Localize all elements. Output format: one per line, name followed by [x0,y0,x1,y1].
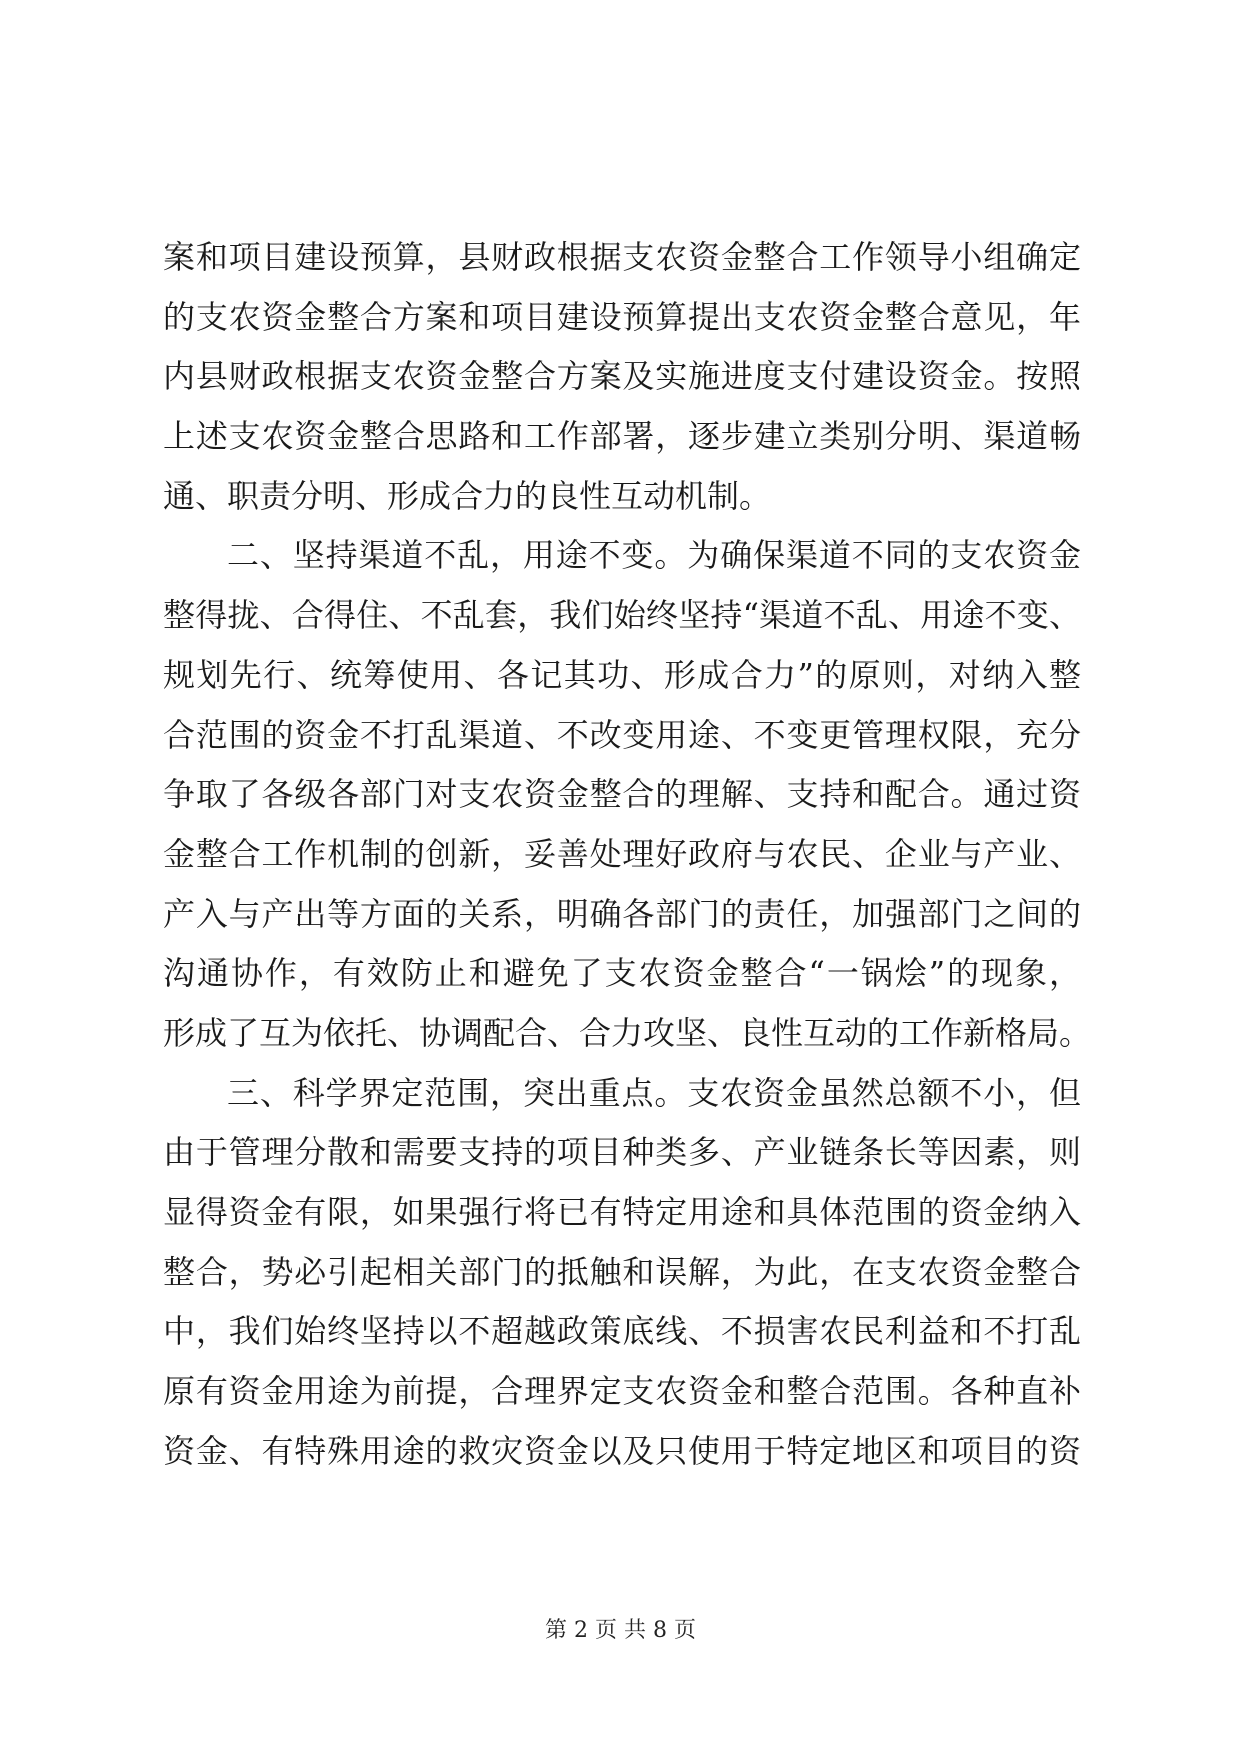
text-line: 通、职责分明、形成合力的良性互动机制。 [163,476,772,515]
body-text [163,228,1092,1481]
text-line: 产入与产出等方面的关系，明确各部门的责任，加强部门之间的 [163,894,1081,933]
text-line: 资金、有特殊用途的救灾资金以及只使用于特定地区和项目的资 [163,1431,1081,1470]
text-line: 原有资金用途为前提，合理界定支农资金和整合范围。各种直补 [163,1372,1081,1411]
text-line: 上述支农资金整合思路和工作部署，逐步建立类别分明、渠道畅 [163,417,1081,456]
page-footer: 第 2 页 共 8 页 [545,1618,696,1643]
text-line: 显得资金有限，如果强行将已有特定用途和具体范围的资金纳入 [163,1193,1081,1231]
text-line: 整合，势必引起相关部门的抵触和误解，为此，在支农资金整合 [163,1252,1081,1291]
text-line: 的支农资金整合方案和项目建设预算提出支农资金整合意见，年 [163,297,1081,336]
text-line: 合范围的资金不打乱渠道、不改变用途、不变更管理权限，充分 [163,715,1081,754]
text-line: 规划先行、统筹使用、各记其功、形成合力”的原则，对纳入整 [163,655,1081,694]
text-line: 争取了各级各部门对支农资金整合的理解、支持和配合。通过资 [163,775,1081,814]
text-line: 整得拢、合得住、不乱套，我们始终坚持“渠道不乱、用途不变、 [163,596,1081,635]
text-line: 三、科学界定范围，突出重点。支农资金虽然总额不小，但 [227,1073,1081,1112]
text-line: 案和项目建设预算，县财政根据支农资金整合工作领导小组确定 [163,238,1081,276]
text-line: 沟通协作，有效防止和避免了支农资金整合“一锅烩”的现象， [163,954,1081,993]
text-line: 内县财政根据支农资金整合方案及实施进度支付建设资金。按照 [163,357,1081,396]
text-line: 由于管理分散和需要支持的项目种类多、产业链条长等因素，则 [163,1133,1081,1172]
text-line: 中，我们始终坚持以不超越政策底线、不损害农民利益和不打乱 [163,1312,1081,1351]
text-line: 形成了互为依托、协调配合、合力攻坚、良性互动的工作新格局。 [163,1013,1092,1052]
text-line: 金整合工作机制的创新，妥善处理好政府与农民、企业与产业、 [163,834,1081,873]
text-line: 二、坚持渠道不乱，用途不变。为确保渠道不同的支农资金 [227,536,1081,575]
